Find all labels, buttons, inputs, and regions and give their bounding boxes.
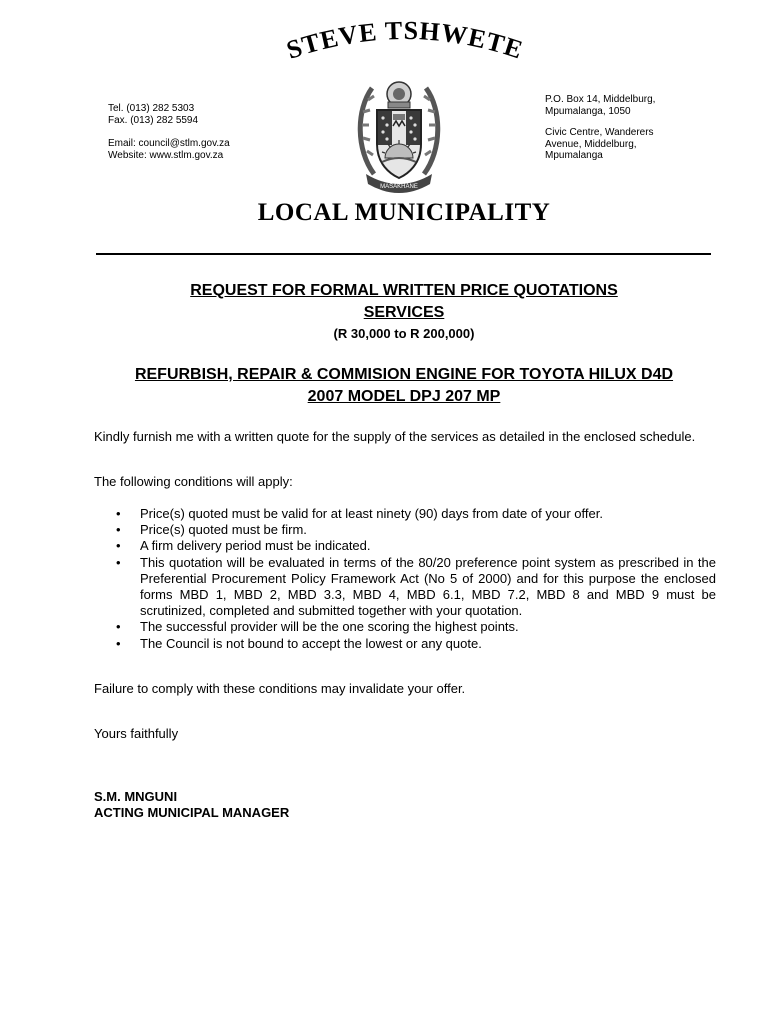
contact-right xyxy=(545,94,685,162)
signature-block xyxy=(94,789,289,821)
website: Website: www.stlm.gov.za xyxy=(108,150,224,161)
municipality-name-arc xyxy=(270,8,540,68)
civic-centre-line3: Mpumalanga xyxy=(545,150,603,161)
fax: Fax. (013) 282 5594 xyxy=(108,115,199,126)
heading-line2: SERVICES xyxy=(363,304,445,321)
signatory-title: ACTING MUNICIPAL MANAGER xyxy=(94,805,290,820)
failure-note: Failure to comply with these conditions may invalidate your offer. xyxy=(94,681,466,696)
email: Email: council@stlm.gov.za xyxy=(108,138,230,149)
contact-left xyxy=(108,103,230,162)
intro-paragraph: Kindly furnish me with a written quote for the supply of the services as detailed in the enclosed schedule. xyxy=(94,429,696,444)
municipality-name: STEVE TSHWETE xyxy=(282,15,527,65)
price-range: (R 30,000 to R 200,000) xyxy=(333,326,475,341)
request-heading xyxy=(94,280,714,341)
list-item: • Price(s) quoted must be firm. xyxy=(116,522,307,538)
list-item: • A firm delivery period must be indicated. xyxy=(116,538,371,554)
po-box-line1: P.O. Box 14, Middelburg, xyxy=(545,94,656,105)
subject-heading xyxy=(94,364,714,408)
municipal-crest-icon xyxy=(352,70,446,198)
letterhead-divider xyxy=(96,253,711,255)
conditions-list xyxy=(94,506,716,652)
subject-line1: REFURBISH, REPAIR & COMMISION ENGINE FOR TOYOTA HILUX D4D xyxy=(134,366,674,383)
list-item: • The Council is not bound to accept the lowest or any quote. xyxy=(116,635,482,651)
po-box-line2: Mpumalanga, 1050 xyxy=(545,105,631,117)
list-item: • The successful provider will be the one scoring the highest points. xyxy=(116,619,519,635)
closing: Yours faithfully xyxy=(94,726,179,741)
civic-centre-line2: Avenue, Middelburg, xyxy=(545,138,637,150)
list-item: • Price(s) quoted must be valid for at least ninety (90) days from date of your offer. xyxy=(116,506,603,521)
subject-line2: 2007 MODEL DPJ 207 MP xyxy=(307,388,501,405)
svg-text:MASAKHANE: MASAKHANE xyxy=(380,184,418,190)
civic-centre-line1: Civic Centre, Wanderers xyxy=(545,127,654,138)
letterhead-subtitle: LOCAL MUNICIPALITY xyxy=(257,199,551,226)
heading-line1: REQUEST FOR FORMAL WRITTEN PRICE QUOTATIONS xyxy=(190,282,618,299)
list-item: • This quotation will be evaluated in terms of the 80/20 preference point system as prescribed in the Preferential Procurement Policy Framework Act (No 5 of 2000) and for this purpose the enclosed forms MBD 1, MBD 2, MBD 3.3, MBD 4, MBD 6.1, MBD 7.2, MBD 8 and MBD 9 must be scrutinized, completed and submitted together with your quotation. xyxy=(116,554,716,619)
conditions-intro: The following conditions will apply: xyxy=(94,474,293,489)
telephone: Tel. (013) 282 5303 xyxy=(108,103,195,114)
signatory-name: S.M. MNGUNI xyxy=(94,789,178,804)
